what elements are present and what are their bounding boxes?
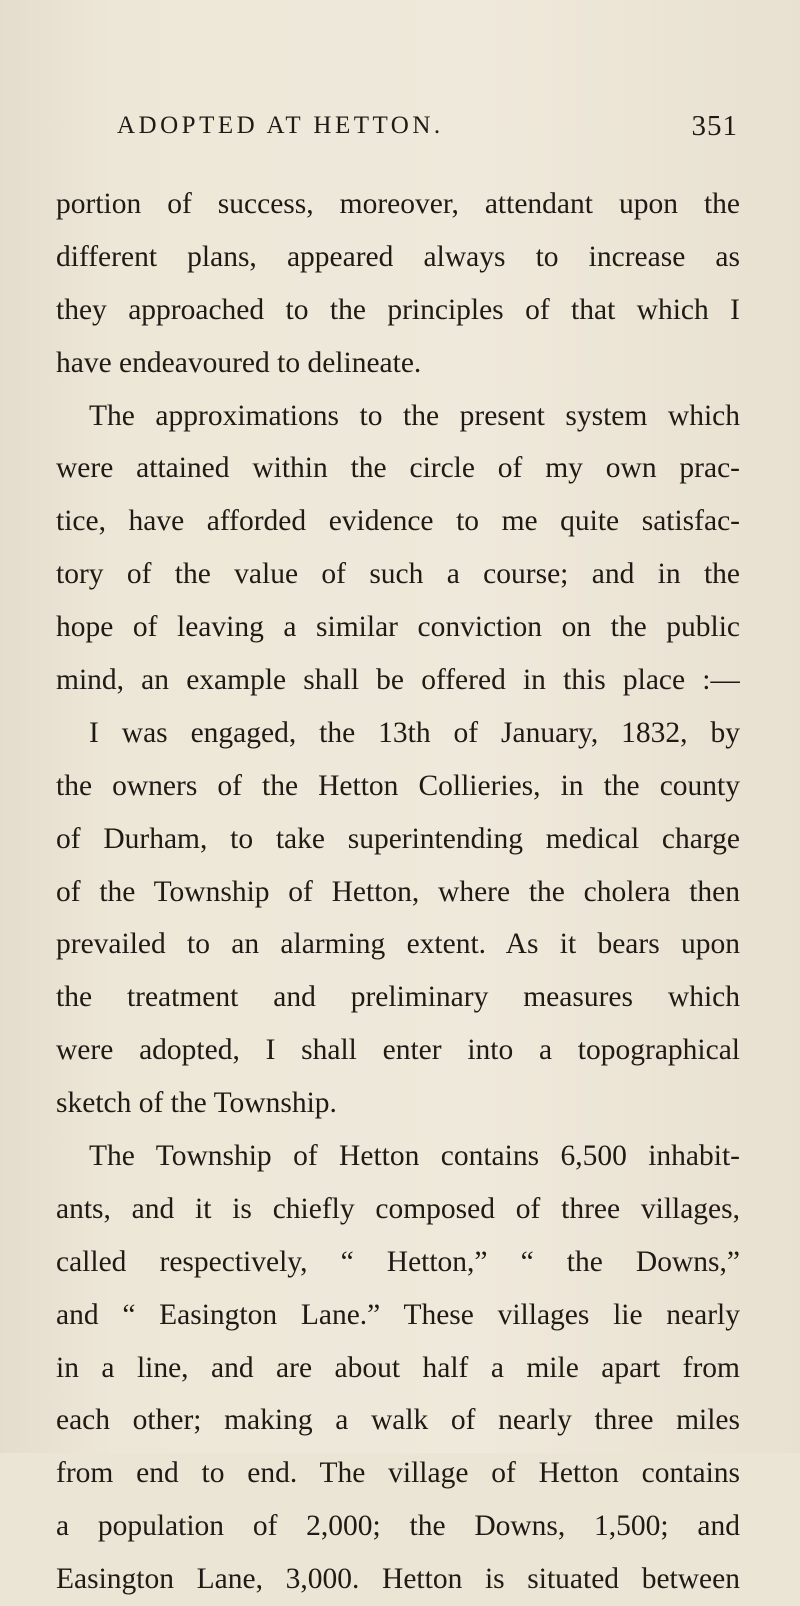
text-line: mind, an example shall be offered in this place :— [56, 664, 740, 697]
body-text [56, 178, 740, 1606]
text-line: ants, and it is chiefly composed of three villages, [56, 1192, 740, 1225]
running-head: ADOPTED AT HETTON. [117, 112, 444, 139]
text-line: hope of leaving a similar conviction on the public [56, 611, 740, 644]
text-line: were attained within the circle of my own prac- [56, 452, 740, 485]
text-line: portion of success, moreover, attendant upon the [56, 188, 740, 220]
text-line: the treatment and preliminary measures which [56, 981, 740, 1014]
text-line: from end to end. The village of Hetton contains [56, 1457, 740, 1490]
text-line: I was engaged, the 13th of January, 1832, by [89, 716, 740, 749]
page-header [117, 106, 738, 146]
text-line: sketch of the Township. [56, 1087, 337, 1120]
text-line: each other; making a walk of nearly three miles [56, 1404, 740, 1437]
text-line: The approximations to the present system which [89, 399, 740, 432]
text-line: called respectively, “ Hetton,” “ the Downs,” [56, 1245, 740, 1278]
text-line: in a line, and are about half a mile apart from [56, 1351, 740, 1384]
page-number: 351 [691, 110, 738, 142]
text-line: of Durham, to take superintending medical charge [56, 822, 740, 855]
text-line: of the Township of Hetton, where the cholera then [56, 875, 740, 908]
text-line: tory of the value of such a course; and in the [56, 558, 740, 591]
text-line: the owners of the Hetton Collieries, in the county [56, 769, 740, 802]
text-line: tice, have afforded evidence to me quite satisfac- [56, 505, 740, 538]
text-line: have endeavoured to delineate. [56, 346, 422, 379]
text-line: were adopted, I shall enter into a topographical [56, 1034, 740, 1067]
text-line: Easington Lane, 3,000. Hetton is situated between [56, 1563, 740, 1596]
text-line: prevailed to an alarming extent. As it bears upon [56, 928, 740, 961]
text-line: The Township of Hetton contains 6,500 inhabit- [89, 1140, 740, 1173]
text-line: they approached to the principles of that which I [56, 293, 740, 326]
text-line: a population of 2,000; the Downs, 1,500; and [56, 1510, 740, 1543]
text-line: and “ Easington Lane.” These villages lie nearly [56, 1298, 740, 1331]
text-line: different plans, appeared always to increase as [56, 240, 740, 273]
